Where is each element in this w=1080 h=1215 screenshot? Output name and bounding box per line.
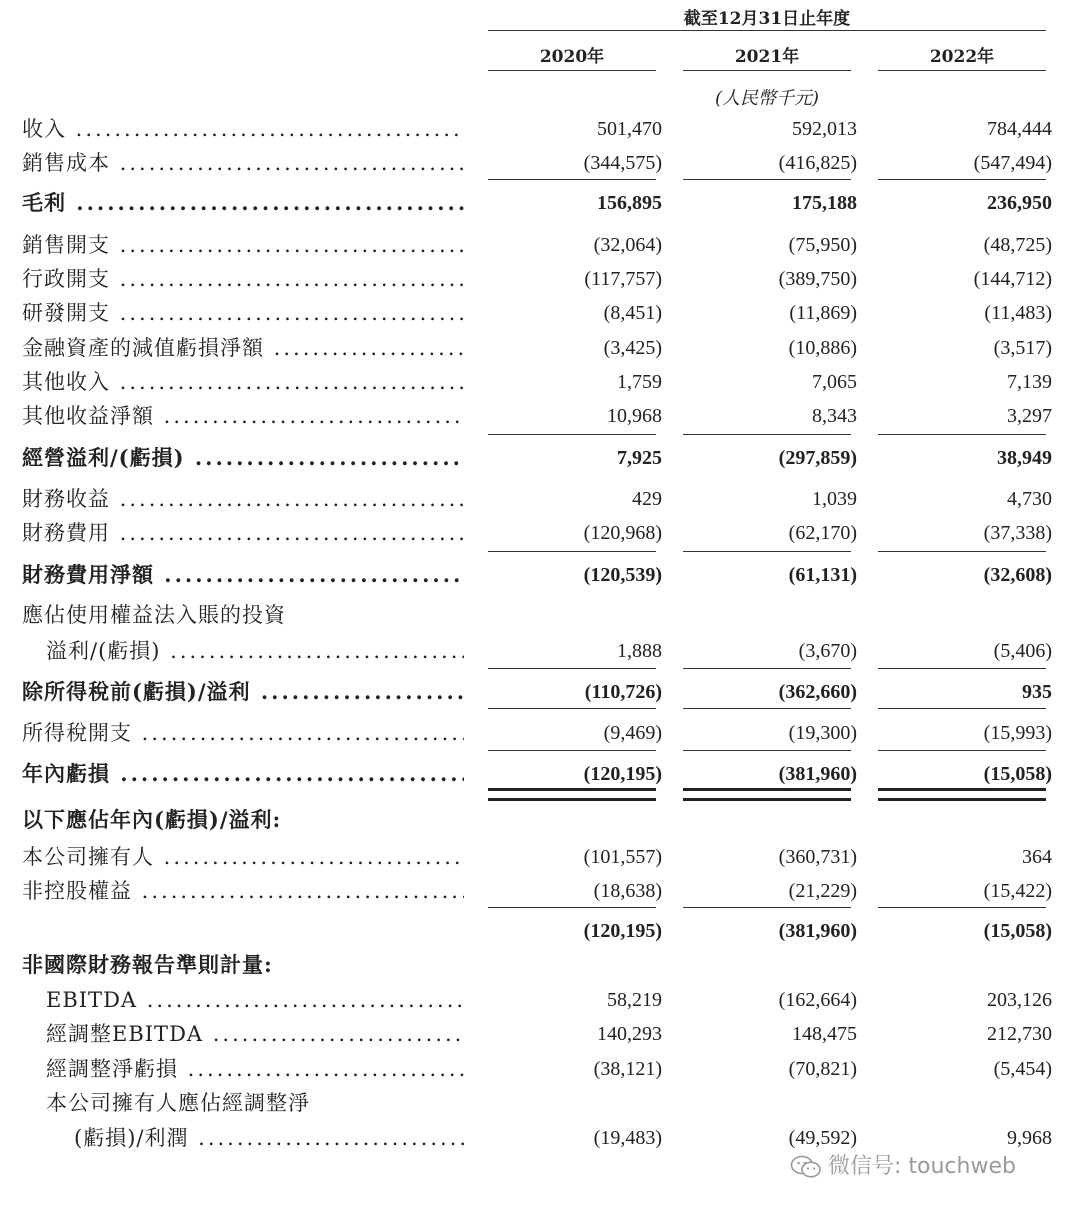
value-2020: 7,925 — [617, 447, 662, 469]
value-2021: 7,065 — [812, 371, 857, 393]
value-2021: (381,960) — [778, 920, 857, 942]
subtotal-rule — [683, 750, 851, 751]
value-2022: 3,297 — [1007, 405, 1052, 427]
subtotal-rule — [878, 708, 1046, 709]
value-2021: (70,821) — [788, 1058, 857, 1080]
value-2022: 784,444 — [987, 118, 1052, 140]
value-2022: (32,608) — [983, 564, 1052, 586]
table-row — [0, 716, 1080, 750]
value-2022: (15,058) — [983, 920, 1052, 942]
subtotal-rule — [488, 668, 656, 669]
row-label: 收入 ..... — [22, 112, 464, 146]
value-2022: 9,968 — [1007, 1127, 1052, 1149]
value-2020: (101,557) — [583, 846, 662, 868]
value-2021: (360,731) — [778, 846, 857, 868]
row-label: 其他收益淨額 ..... — [22, 399, 464, 433]
row-label: 年內虧損 ..... — [22, 757, 464, 791]
table-row — [0, 874, 1080, 908]
value-2022: (37,338) — [983, 522, 1052, 544]
year-rule — [488, 70, 656, 71]
value-2022: (5,406) — [993, 640, 1052, 662]
value-2020: 140,293 — [597, 1023, 662, 1045]
value-2022: (15,422) — [983, 880, 1052, 902]
row-label: 行政開支 ..... — [22, 262, 464, 296]
subtotal-rule — [878, 907, 1046, 908]
row-label: 銷售成本 ..... — [22, 146, 464, 180]
row-label: 非國際財務報告準則計量: — [22, 952, 273, 977]
value-2022: (15,058) — [983, 763, 1052, 785]
value-2020: (8,451) — [603, 302, 662, 324]
row-label: 研發開支 ..... — [22, 296, 464, 330]
subtotal-rule — [488, 750, 656, 751]
table-row — [0, 803, 1080, 837]
subtotal-rule — [488, 179, 656, 180]
table-row — [0, 296, 1080, 330]
value-2020: (110,726) — [584, 681, 662, 703]
value-2022: 38,949 — [997, 447, 1052, 469]
value-2022: 7,139 — [1007, 371, 1052, 393]
table-row — [0, 1086, 1080, 1120]
value-2022: 236,950 — [987, 192, 1052, 214]
table-row — [0, 112, 1080, 146]
table-row — [0, 482, 1080, 516]
row-label: EBITDA ..... — [46, 983, 464, 1017]
table-row — [0, 634, 1080, 668]
year-header-2020: 2020年 — [539, 47, 605, 67]
subtotal-rule — [878, 750, 1046, 751]
value-2020: (32,064) — [593, 234, 662, 256]
value-2021: (162,664) — [778, 989, 857, 1011]
row-label: 應佔使用權益法入賬的投資 — [22, 603, 286, 627]
value-2022: 935 — [1022, 681, 1052, 703]
subtotal-rule — [683, 179, 851, 180]
table-row — [0, 983, 1080, 1017]
subtotal-rule — [683, 708, 851, 709]
subtotal-rule — [488, 551, 656, 552]
row-label: 溢利/(虧損) ..... — [46, 634, 464, 668]
table-row — [0, 914, 1080, 948]
value-2020: (117,757) — [584, 268, 662, 290]
year-header-2021: 2021年 — [734, 47, 800, 67]
row-label: 本公司擁有人 ..... — [22, 840, 464, 874]
subtotal-rule — [488, 434, 656, 435]
value-2021: (362,660) — [778, 681, 857, 703]
table-row — [0, 331, 1080, 365]
value-2020: 1,759 — [617, 371, 662, 393]
table-row — [0, 441, 1080, 475]
row-label: 財務費用 ..... — [22, 516, 464, 550]
subtotal-rule — [488, 708, 656, 709]
table-row — [0, 228, 1080, 262]
value-2020: (38,121) — [593, 1058, 662, 1080]
row-label: 所得稅開支 ..... — [22, 716, 464, 750]
value-2021: (62,170) — [788, 522, 857, 544]
row-label: 非控股權益 ..... — [22, 874, 464, 908]
wechat-icon — [790, 1154, 822, 1180]
value-2021: 1,039 — [812, 488, 857, 510]
value-2021: (49,592) — [788, 1127, 857, 1149]
subtotal-rule — [683, 668, 851, 669]
value-2022: 203,126 — [987, 989, 1052, 1011]
value-2020: (9,469) — [603, 722, 662, 744]
watermark — [790, 1150, 1016, 1184]
value-2020: 501,470 — [597, 118, 662, 140]
year-rule — [683, 70, 851, 71]
table-row — [0, 757, 1080, 791]
table-row — [0, 146, 1080, 180]
subtotal-rule — [878, 179, 1046, 180]
table-row — [0, 948, 1080, 982]
table-row — [0, 1052, 1080, 1086]
subtotal-rule — [683, 434, 851, 435]
row-label: 經調整淨虧損 ..... — [46, 1052, 464, 1086]
table-row — [0, 516, 1080, 550]
row-label: 金融資產的減值虧損淨額 ..... — [22, 331, 464, 365]
row-label: 其他收入 ..... — [22, 365, 464, 399]
row-label: 以下應佔年內(虧損)/溢利: — [22, 807, 282, 832]
value-2020: (19,483) — [593, 1127, 662, 1149]
value-2021: (416,825) — [778, 152, 857, 174]
value-2020: 156,895 — [597, 192, 662, 214]
subtotal-rule — [878, 434, 1046, 435]
value-2022: (547,494) — [973, 152, 1052, 174]
table-row — [0, 1017, 1080, 1051]
value-2021: (297,859) — [778, 447, 857, 469]
value-2021: (21,229) — [788, 880, 857, 902]
value-2021: (10,886) — [788, 337, 857, 359]
unit-label: (人民幣千元) — [714, 88, 820, 109]
value-2021: (389,750) — [778, 268, 857, 290]
value-2021: 8,343 — [812, 405, 857, 427]
period-header-rule — [488, 30, 1046, 31]
value-2022: (3,517) — [993, 337, 1052, 359]
value-2021: (11,869) — [789, 302, 857, 324]
table-row — [0, 365, 1080, 399]
subtotal-rule — [683, 551, 851, 552]
value-2020: 58,219 — [607, 989, 662, 1011]
double-underline — [488, 788, 656, 801]
row-label: 銷售開支 ..... — [22, 228, 464, 262]
row-label: 經調整EBITDA ..... — [46, 1017, 464, 1051]
row-label: 經營溢利/(虧損) ..... — [22, 441, 464, 475]
double-underline — [878, 788, 1046, 801]
value-2022: (5,454) — [993, 1058, 1052, 1080]
value-2020: (3,425) — [603, 337, 662, 359]
value-2021: (3,670) — [798, 640, 857, 662]
subtotal-rule — [488, 907, 656, 908]
value-2020: 429 — [632, 488, 662, 510]
value-2020: (120,539) — [583, 564, 662, 586]
value-2020: 1,888 — [617, 640, 662, 662]
value-2021: (61,131) — [788, 564, 857, 586]
table-row — [0, 186, 1080, 220]
value-2020: (18,638) — [593, 880, 662, 902]
value-2020: (344,575) — [583, 152, 662, 174]
table-row — [0, 675, 1080, 709]
value-2020: (120,968) — [583, 522, 662, 544]
table-row — [0, 399, 1080, 433]
row-label: 本公司擁有人應佔經調整淨 — [46, 1091, 310, 1115]
period-header: 截至12月31日止年度 — [683, 9, 851, 29]
value-2022: (144,712) — [973, 268, 1052, 290]
value-2022: (15,993) — [983, 722, 1052, 744]
value-2020: 10,968 — [607, 405, 662, 427]
value-2020: (120,195) — [583, 920, 662, 942]
value-2021: 592,013 — [792, 118, 857, 140]
subtotal-rule — [878, 551, 1046, 552]
table-row — [0, 558, 1080, 592]
year-rule — [878, 70, 1046, 71]
value-2021: (381,960) — [778, 763, 857, 785]
table-row — [0, 598, 1080, 632]
value-2022: (11,483) — [984, 302, 1052, 324]
value-2020: (120,195) — [583, 763, 662, 785]
value-2022: 364 — [1022, 846, 1052, 868]
value-2022: 4,730 — [1007, 488, 1052, 510]
row-label: 財務收益 ..... — [22, 482, 464, 516]
value-2021: (19,300) — [788, 722, 857, 744]
row-label: 毛利 ..... — [22, 186, 464, 220]
value-2022: 212,730 — [987, 1023, 1052, 1045]
value-2021: 148,475 — [792, 1023, 857, 1045]
value-2021: 175,188 — [792, 192, 857, 214]
table-row — [0, 262, 1080, 296]
table-row — [0, 840, 1080, 874]
year-header-2022: 2022年 — [929, 47, 995, 67]
value-2022: (48,725) — [983, 234, 1052, 256]
double-underline — [683, 788, 851, 801]
row-label: 財務費用淨額 ..... — [22, 558, 464, 592]
row-label: (虧損)/利潤 ..... — [74, 1121, 464, 1155]
subtotal-rule — [878, 668, 1046, 669]
watermark-text: 微信号: touchweb — [828, 1154, 1016, 1179]
value-2021: (75,950) — [788, 234, 857, 256]
subtotal-rule — [683, 907, 851, 908]
row-label: 除所得稅前(虧損)/溢利 ..... — [22, 675, 464, 709]
